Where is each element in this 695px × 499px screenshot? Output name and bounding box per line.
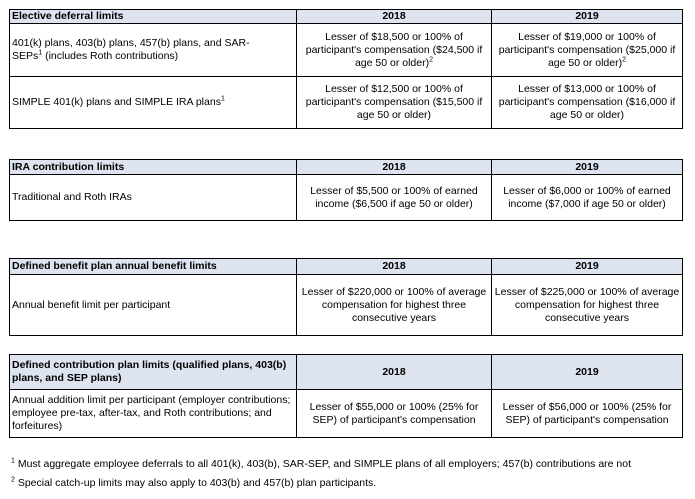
footnote-text: Must aggregate employee deferrals to all 401(k), 403(b), SAR-SEP, and SIMPLE plans of all employers; 457(b) contributions are not <box>14 458 632 470</box>
year-2018-header: 2018 <box>297 259 492 275</box>
value-2019: Lesser of $6,000 or 100% of earned income ($7,000 if age 50 or older) <box>492 175 683 221</box>
row-label: Annual addition limit per participant (employer contributions; employee pre-tax, after-tax, and Roth contributions; and forfeitures) <box>10 390 297 438</box>
footnote-ref: 2 <box>429 56 434 63</box>
year-2018-header: 2018 <box>297 355 492 390</box>
year-2019-header: 2019 <box>492 10 683 24</box>
year-2019-header: 2019 <box>492 160 683 175</box>
year-2019-header: 2019 <box>492 259 683 275</box>
row-label: Annual benefit limit per participant <box>10 275 297 336</box>
table-title: Defined benefit plan annual benefit limits <box>10 259 297 275</box>
ira-contribution-limits-table <box>9 159 683 221</box>
row-label: SIMPLE 401(k) plans and SIMPLE IRA plans$^1$ <box>10 77 297 129</box>
table-row <box>10 390 683 438</box>
table-row <box>10 275 683 336</box>
table-header-row <box>10 355 683 390</box>
row-label-line2-rest: (includes Roth contributions) <box>42 50 179 62</box>
table-row <box>10 175 683 221</box>
row-label: Traditional and Roth IRAs <box>10 175 297 221</box>
value-2018: Lesser of $55,000 or 100% (25% for SEP) of participant's compensation <box>297 390 492 438</box>
defined-contribution-limits-table <box>9 354 683 438</box>
value-2019: Lesser of $13,000 or 100% of participant's compensation ($16,000 if age 50 or older) <box>492 77 683 129</box>
table-header-row <box>10 10 683 24</box>
footnote-1 <box>11 458 691 471</box>
value-2018: Lesser of $5,500 or 100% of earned income ($6,500 if age 50 or older) <box>297 175 492 221</box>
year-2019-header: 2019 <box>492 355 683 390</box>
value-2018: Lesser of $220,000 or 100% of average compensation for highest three consecutive years <box>297 275 492 336</box>
footnote-text: Special catch-up limits may also apply to 403(b) and 457(b) plan participants. <box>14 477 377 489</box>
year-2018-header: 2018 <box>297 10 492 24</box>
row-label-line1: 401(k) plans, 403(b) plans, 457(b) plans, and SAR- <box>12 37 250 49</box>
table-title: Defined contribution plan limits (qualified plans, 403(b) plans, and SEP plans) <box>10 355 297 390</box>
value-2018: Lesser of $18,500 or 100% of participant's compensation ($24,500 if age 50 or older)$^2$ <box>297 24 492 77</box>
table-header-row <box>10 259 683 275</box>
value-2019: Lesser of $19,000 or 100% of participant's compensation ($25,000 if age 50 or older)$^2$ <box>492 24 683 77</box>
value-2019: Lesser of $56,000 or 100% (25% for SEP) of participant's compensation <box>492 390 683 438</box>
year-2018-header: 2018 <box>297 160 492 175</box>
defined-benefit-limits-table <box>9 258 683 336</box>
table-title: Elective deferral limits <box>10 10 297 24</box>
row-label <box>10 24 297 77</box>
footnote-ref: 2 <box>622 56 627 63</box>
table-row <box>10 77 683 129</box>
value-2018: Lesser of $12,500 or 100% of participant's compensation ($15,500 if age 50 or older) <box>297 77 492 129</box>
row-label-line2: SEPs <box>12 50 39 62</box>
value-2019: Lesser of $225,000 or 100% of average compensation for highest three consecutive years <box>492 275 683 336</box>
table-header-row <box>10 160 683 175</box>
footnote-2 <box>11 477 691 490</box>
footnote-ref: 1 <box>38 49 43 57</box>
table-row <box>10 24 683 77</box>
footnote-mark: 2 <box>11 476 15 484</box>
footnote-ref: 1 <box>220 95 225 103</box>
table-title: IRA contribution limits <box>10 160 297 175</box>
footnote-mark: 1 <box>11 457 15 465</box>
elective-deferral-limits-table <box>9 9 683 129</box>
